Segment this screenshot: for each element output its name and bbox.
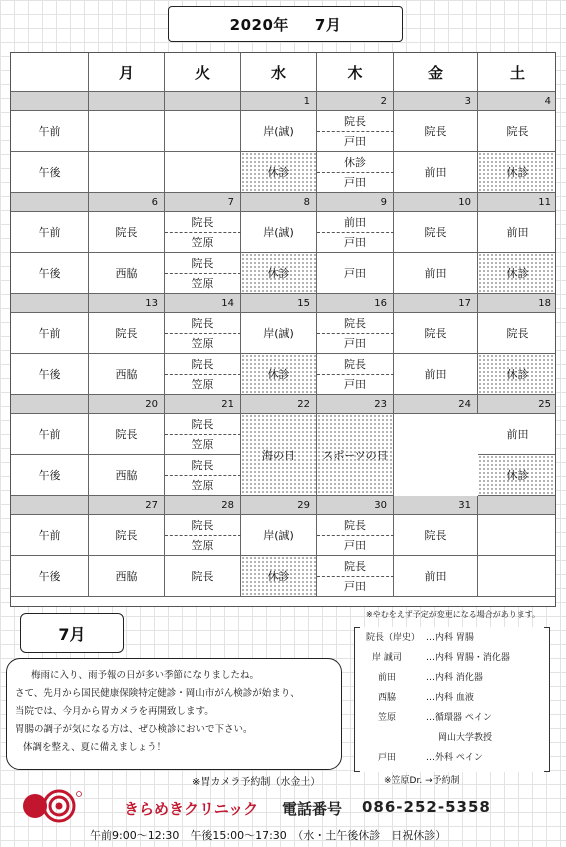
doctor-name: 岸(誠): [241, 111, 317, 152]
doctor-name: 西脇: [89, 253, 165, 294]
doctor-name: 戸田: [317, 375, 394, 396]
afternoon-label: 午後: [11, 253, 89, 294]
doctor-name: 院長: [394, 313, 478, 354]
staff-info: …内科 胃腸: [426, 632, 474, 643]
doctor-name: [165, 152, 241, 193]
date-number: 24: [394, 395, 478, 414]
staff-info: …内科 消化器: [426, 672, 483, 683]
holiday-cell: スポーツの日: [317, 414, 394, 496]
message-line: さて、先月から国民健康保険特定健診・岡山市がん検診が始まり、: [15, 688, 300, 699]
doctor-name: 笠原: [165, 435, 241, 456]
doctor-name: 休診: [241, 152, 317, 193]
staff-info: …循環器 ペイン: [426, 712, 492, 723]
doctor-name: 笠原: [165, 476, 241, 497]
date-row-label: [11, 496, 89, 515]
monthly-message: [6, 658, 342, 770]
date-number: 11: [478, 193, 556, 212]
doctor-name: 戸田: [317, 536, 394, 557]
weekday-header: 木: [317, 53, 394, 92]
message-line: 体調を整え、夏に備えましょう！: [23, 742, 167, 753]
schedule-calendar: [10, 52, 556, 607]
doctor-name: 院長: [478, 111, 556, 152]
date-number: 31: [394, 496, 478, 515]
date-number: 16: [317, 294, 394, 313]
kasahara-reservation-note: ※笠原Dr. →予約制: [384, 776, 460, 786]
doctor-name: 笠原: [165, 274, 241, 295]
message-line: 当院では、今月から胃カメラを再開致します。: [15, 706, 214, 717]
afternoon-label: 午後: [11, 455, 89, 496]
date-number: 8: [241, 193, 317, 212]
date-number: 28: [165, 496, 241, 515]
doctor-name: 院長: [317, 313, 394, 334]
doctor-name: 院長: [317, 111, 394, 132]
staff-info: 岡山大学教授: [438, 732, 493, 743]
morning-label: 午前: [11, 111, 89, 152]
date-number: 3: [394, 92, 478, 111]
doctor-name: 休診: [241, 253, 317, 294]
clinic-name: きらめきクリニック: [124, 800, 259, 818]
doctor-name: 休診: [241, 354, 317, 395]
date-row-label: [11, 395, 89, 414]
staff-row: [366, 667, 540, 685]
phone-number: 086-252-5358: [362, 798, 491, 816]
date-number: 1: [241, 92, 317, 111]
doctor-name: 戸田: [317, 173, 394, 194]
afternoon-label: 午後: [11, 354, 89, 395]
afternoon-label: 午後: [11, 556, 89, 597]
staff-list: [354, 627, 550, 772]
doctor-name: 戸田: [317, 577, 394, 598]
staff-name: 岸 誠司: [372, 652, 402, 663]
staff-name: 戸田: [378, 752, 397, 763]
weekday-header: 火: [165, 53, 241, 92]
date-number: 10: [394, 193, 478, 212]
date-number: [165, 92, 241, 111]
doctor-name: 休診: [317, 152, 394, 173]
doctor-name: 院長: [89, 212, 165, 253]
doctor-name: 岸(誠): [241, 515, 317, 556]
message-line: 梅雨に入り、雨予報の日が多い季節になりましたね。: [31, 670, 260, 681]
date-number: 18: [478, 294, 556, 313]
doctor-name: 前田: [394, 253, 478, 294]
date-number: 7: [165, 193, 241, 212]
doctor-name: 院長: [394, 212, 478, 253]
doctor-name: 戸田: [317, 253, 394, 294]
doctor-name: 院長: [165, 455, 241, 476]
doctor-name: 戸田: [317, 132, 394, 153]
date-row-label: [11, 193, 89, 212]
staff-row: [366, 747, 540, 765]
weekday-header: 土: [478, 53, 556, 92]
staff-info: …内科 胃腸・消化器: [426, 652, 510, 663]
doctor-name: 休診: [478, 152, 556, 193]
weekday-header: 水: [241, 53, 317, 92]
staff-row: [366, 707, 540, 725]
doctor-name: [165, 111, 241, 152]
doctor-name: 院長: [165, 313, 241, 334]
doctor-name: 院長: [89, 313, 165, 354]
doctor-name: 西脇: [89, 354, 165, 395]
doctor-name: 岸(誠): [241, 313, 317, 354]
doctor-name: 笠原: [165, 536, 241, 557]
month-label: 7月: [20, 613, 124, 653]
date-number: 21: [165, 395, 241, 414]
staff-bracket-left: [354, 627, 360, 772]
doctor-name: 院長: [165, 556, 241, 597]
doctor-name: 笠原: [165, 334, 241, 355]
doctor-name: 院長: [317, 515, 394, 536]
doctor-name: [478, 556, 556, 597]
weekday-header: 金: [394, 53, 478, 92]
date-number: 15: [241, 294, 317, 313]
doctor-name: 院長: [165, 414, 241, 435]
doctor-name: 戸田: [317, 334, 394, 355]
staff-row: [366, 647, 540, 665]
staff-name: 院長（岸史）: [366, 632, 421, 643]
doctor-name: 西脇: [89, 556, 165, 597]
doctor-name: 戸田: [317, 233, 394, 254]
date-number: 6: [89, 193, 165, 212]
morning-label: 午前: [11, 515, 89, 556]
afternoon-label: 午後: [11, 152, 89, 193]
doctor-name: 院長: [317, 354, 394, 375]
doctor-name: 休診: [241, 556, 317, 597]
doctor-name: 前田: [478, 212, 556, 253]
message-line: 胃腸の調子が気になる方は、ぜひ検診においで下さい。: [15, 724, 253, 735]
date-number: 29: [241, 496, 317, 515]
date-number: [89, 92, 165, 111]
date-number: 2: [317, 92, 394, 111]
doctor-name: [89, 152, 165, 193]
date-number: 25: [478, 395, 556, 414]
date-number: 27: [89, 496, 165, 515]
doctor-name: 休診: [478, 253, 556, 294]
morning-label: 午前: [11, 414, 89, 455]
doctor-name: 前田: [317, 212, 394, 233]
staff-row: [366, 727, 540, 745]
doctor-name: 院長: [394, 515, 478, 556]
date-number: 23: [317, 395, 394, 414]
date-row-label: [11, 92, 89, 111]
date-number: 13: [89, 294, 165, 313]
doctor-name: 院長: [89, 515, 165, 556]
staff-name: 前田: [378, 672, 397, 683]
phone-label: 電話番号: [282, 800, 343, 818]
doctor-name: [478, 515, 556, 556]
doctor-name: 院長: [165, 253, 241, 274]
date-number: [478, 496, 556, 515]
doctor-name: 休診: [478, 354, 556, 395]
staff-bracket-right: [544, 627, 550, 772]
weekday-header: 月: [89, 53, 165, 92]
calendar-title: [168, 6, 403, 42]
doctor-name: 院長: [165, 212, 241, 233]
date-number: 17: [394, 294, 478, 313]
holiday-cell: 海の日: [241, 414, 317, 496]
morning-label: 午前: [11, 313, 89, 354]
doctor-name: 西脇: [89, 455, 165, 496]
staff-name: 笠原: [378, 712, 397, 723]
doctor-name: 院長: [89, 414, 165, 455]
clinic-logo-icon: [22, 788, 88, 824]
office-hours: 午前9:00～12:30 午後15:00～17:30 （水・土午後休診 日祝休診）: [90, 829, 447, 842]
staff-info: …内科 血液: [426, 692, 474, 703]
date-number: 9: [317, 193, 394, 212]
staff-name: 西脇: [378, 692, 397, 703]
doctor-name: 前田: [394, 152, 478, 193]
date-number: 4: [478, 92, 556, 111]
doctor-name: 院長: [394, 111, 478, 152]
doctor-name: 院長: [317, 556, 394, 577]
doctor-name: 前田: [394, 556, 478, 597]
doctor-name: 院長: [165, 515, 241, 536]
corner-cell: [11, 53, 89, 92]
morning-label: 午前: [11, 212, 89, 253]
title-month: 7月: [314, 15, 342, 34]
doctor-name: 休診: [478, 455, 556, 496]
staff-row: [366, 627, 540, 645]
doctor-name: 院長: [165, 354, 241, 375]
doctor-name: 院長: [478, 313, 556, 354]
doctor-name: 前田: [394, 354, 478, 395]
title-year: 2020年: [229, 15, 289, 34]
date-number: 20: [89, 395, 165, 414]
doctor-name: [89, 111, 165, 152]
date-number: 14: [165, 294, 241, 313]
doctor-name: 前田: [478, 414, 556, 455]
date-number: 22: [241, 395, 317, 414]
doctor-name: 笠原: [165, 233, 241, 254]
date-row-label: [11, 294, 89, 313]
staff-row: [366, 687, 540, 705]
doctor-name: 岸(誠): [241, 212, 317, 253]
doctor-name: 笠原: [165, 375, 241, 396]
camera-reservation-note: ※胃カメラ予約制（水金土）: [192, 777, 321, 788]
staff-info: …外科 ペイン: [426, 752, 483, 763]
schedule-change-note: ※やむをえず予定が変更になる場合があります。: [366, 610, 541, 619]
date-number: 30: [317, 496, 394, 515]
